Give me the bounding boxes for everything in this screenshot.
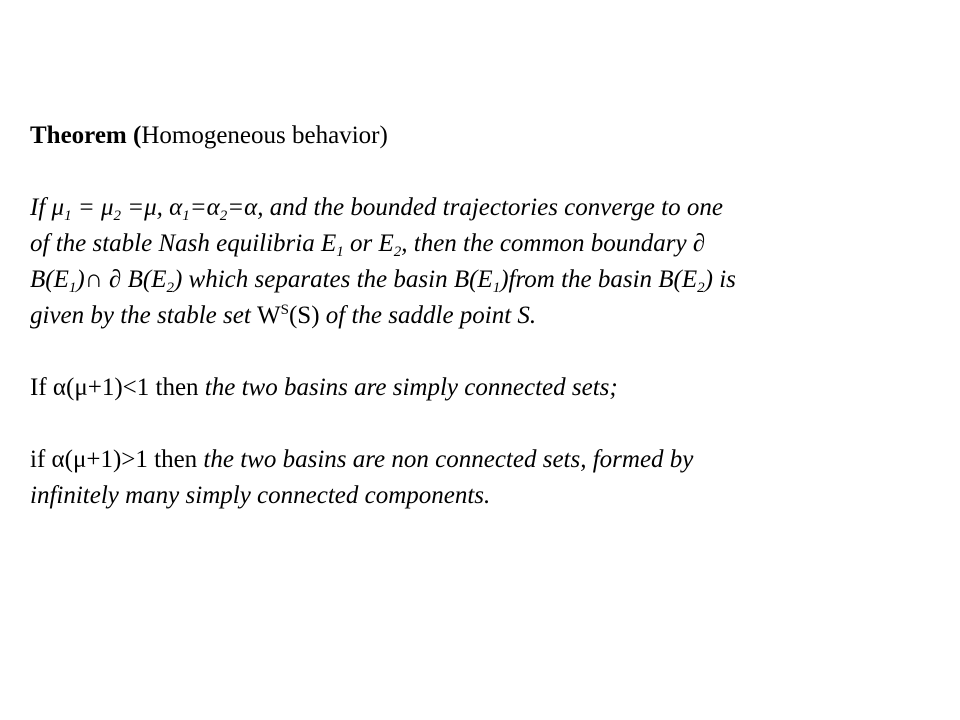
text-run: , then the common boundary ∂ [401,230,706,257]
subscript: 2 [113,208,121,224]
text-run: of the saddle point S. [319,302,537,329]
theorem-line-2 [30,226,950,262]
text-run: If μ [30,194,65,221]
subscript: 2 [219,208,228,224]
subscript: 2 [393,244,402,260]
spacer [30,406,950,442]
theorem-line-1 [30,190,950,226]
condition-text: if α(μ+1)>1 then [30,446,198,473]
condition-text: If α(μ+1)<1 then [30,374,199,401]
text-run: =α, and the bounded trajectories converge to one [227,194,723,221]
text-run: =α [189,194,220,221]
theorem-heading [30,118,950,154]
text-run: of the stable Nash equilibria E [30,230,337,257]
text-run: =μ, α [121,194,183,221]
conclusion-text: the two basins are non connected sets, formed by [197,446,694,473]
spacer [30,334,950,370]
condition-non-connected-line-2 [30,478,950,514]
text-run: ) is [704,266,736,293]
conclusion-text: the two basins are simply connected sets; [198,374,618,401]
superscript: S [280,302,289,318]
subscript: 1 [492,280,501,296]
theorem-label: Theorem [30,122,127,149]
subscript: 2 [697,280,705,296]
subscript: 1 [68,280,77,296]
theorem-open-paren: ( [133,122,142,149]
text-run: B(E [30,266,69,293]
text-run: ) which separates the basin B(E [173,266,493,293]
text-run: (S) [288,302,320,329]
theorem-line-3 [30,262,950,298]
theorem-subtitle: Homogeneous behavior) [141,122,388,149]
text-run: = μ [71,194,114,221]
conclusion-text: infinitely many simply connected components. [30,482,491,509]
subscript: 1 [336,244,344,260]
text-run: )∩ ∂ B(E [76,266,167,293]
text-run: or E [343,230,394,257]
spacer [30,154,950,190]
theorem-line-4 [30,298,950,334]
subscript: 2 [166,280,174,296]
theorem-slide [30,118,950,514]
condition-non-connected [30,442,950,478]
stable-set-symbol: W [257,302,281,329]
subscript: 1 [64,208,72,224]
text-run: given by the stable set [30,302,258,329]
condition-simply-connected [30,370,950,406]
text-run: )from the basin B(E [500,266,698,293]
subscript: 1 [182,208,190,224]
